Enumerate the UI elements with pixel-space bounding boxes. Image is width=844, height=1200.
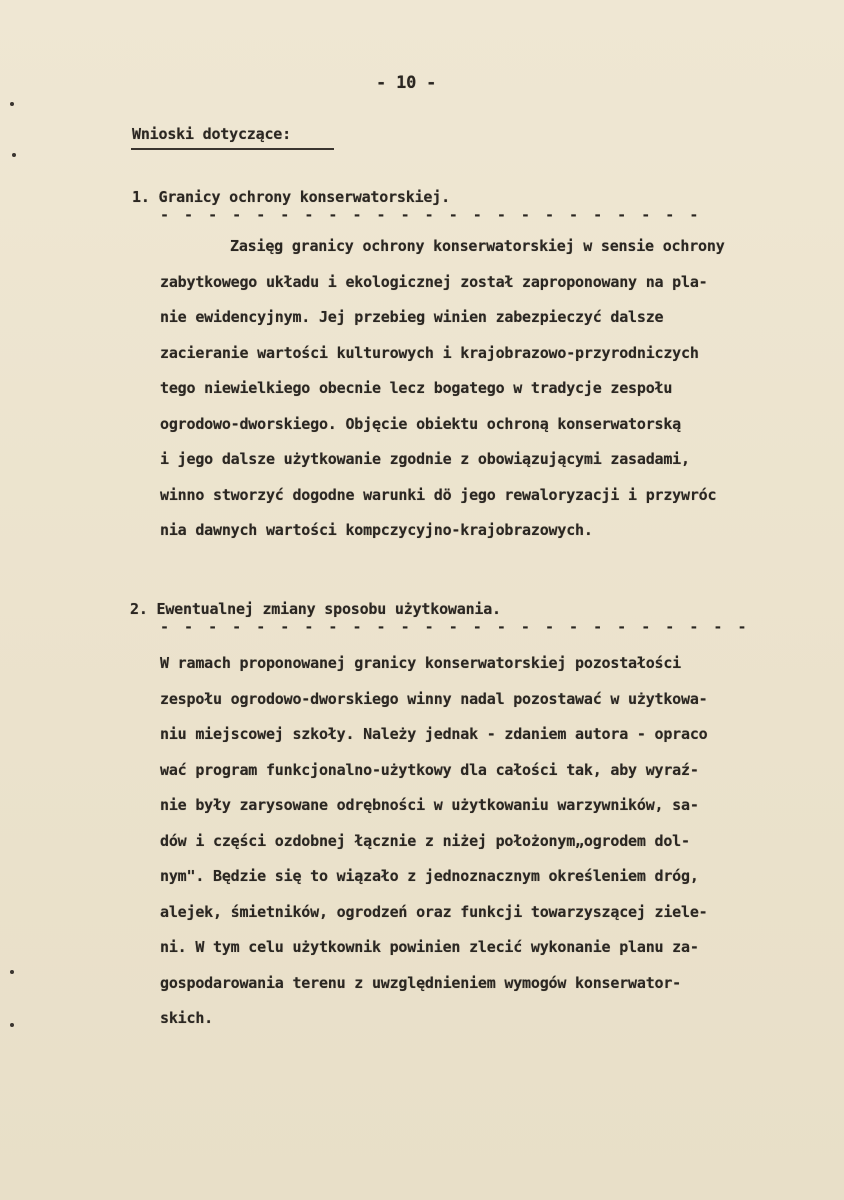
section-1-title: 1. Granicy ochrony konserwatorskiej. [132,188,450,206]
text-line: W ramach proponowanej granicy konserwatorskiej pozostałości [160,654,682,672]
text-line: ni. W tym celu użytkownik powinien zlecić wykonanie planu za- [160,938,699,956]
text-line: Zasięg granicy ochrony konserwatorskiej w sensie ochrony [230,237,725,255]
text-line: skich. [160,1009,213,1027]
text-line: tego niewielkiego obecnie lecz bogatego w tradycje zespołu [160,379,673,397]
text-line: zacieranie wartości kulturowych i krajobrazowo-przyrodniczych [160,343,699,362]
text-line: gospodarowania terenu z uwzględnieniem wymogów konserwator- [160,973,682,992]
page-number: - 10 - [376,73,437,93]
text-line: zespołu ogrodowo-dworskiego winny nadal pozostawać w użytkowa- [160,689,708,708]
text-line: niu miejscowej szkoły. Należy jednak - zdaniem autora - opraco [160,725,708,743]
text-line: nie ewidencyjnym. Jej przebieg winien zabezpieczyć dalsze [160,308,664,326]
margin-speck [10,102,14,106]
text-line: alejek, śmietników, ogrodzeń oraz funkcji towarzyszącej ziele- [160,902,708,921]
section-1-body [160,229,844,549]
margin-speck [10,970,14,974]
text-line: dów i części ozdobnej łącznie z niżej położonym„ogrodem dol- [160,831,690,850]
text-line: ogrodowo-dworskiego. Objęcie obiektu ochroną konserwatorską [160,414,682,433]
text-line: winno stworzyć dogodne warunki dö jego rewaloryzacji i przywróc [160,485,717,504]
text-line: i jego dalsze użytkowanie zgodnie z obowiązującymi zasadami, [160,450,690,468]
section-2-underline: - - - - - - - - - - - - - - - - - - - - - - - - - [160,618,750,636]
text-line: nie były zarysowane odrębności w użytkowaniu warzywników, sa- [160,796,699,814]
heading: Wnioski dotyczące: [132,125,291,143]
text-line: zabytkowego układu i ekologicznej został zaproponowany na pla- [160,272,708,291]
margin-speck [12,153,16,157]
heading-underline [131,148,334,150]
text-line: nym". Będzie się to wiązało z jednoznacznym określeniem dróg, [160,867,699,885]
section-1-underline: - - - - - - - - - - - - - - - - - - - - - - - [160,206,702,224]
text-line: wać program funkcjonalno-użytkowy dla całości tak, aby wyraź- [160,760,699,779]
margin-speck [10,1023,14,1027]
section-2-title: 2. Ewentualnej zmiany sposobu użytkowania. [130,600,501,618]
section-2-body [160,646,844,1037]
text-line: nia dawnych wartości kompczycyjno-krajobrazowych. [160,521,593,539]
